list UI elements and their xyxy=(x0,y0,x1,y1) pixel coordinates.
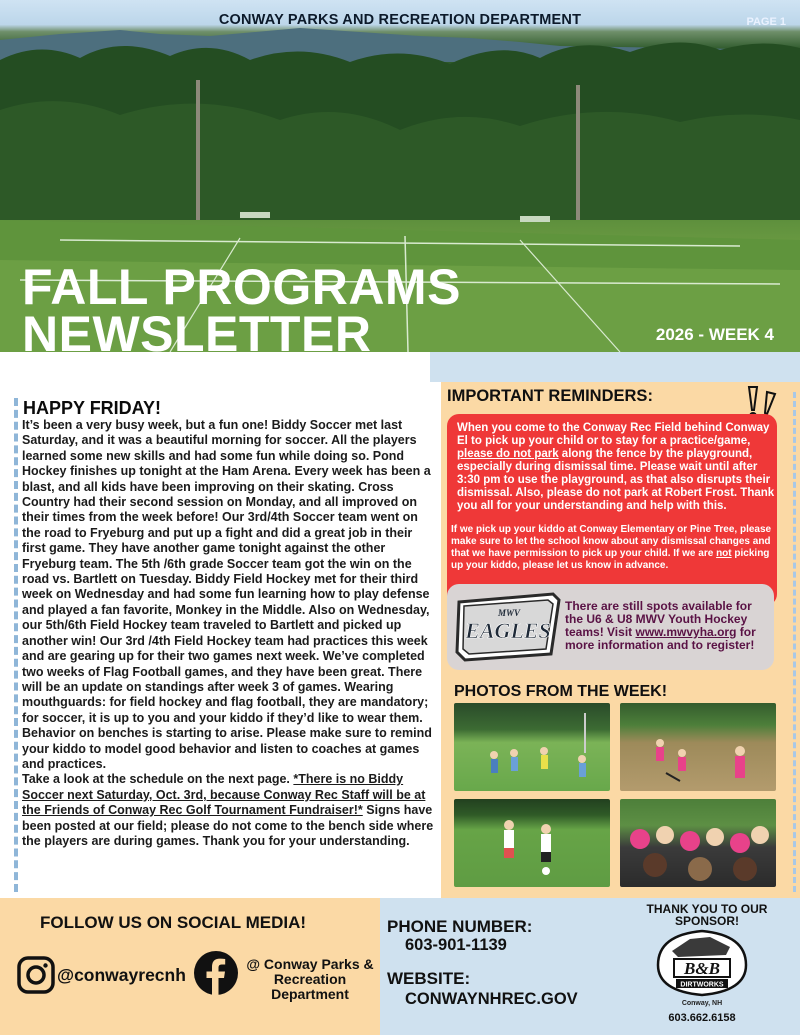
tree-line xyxy=(0,30,800,220)
reminders-title: IMPORTANT REMINDERS: xyxy=(447,387,653,405)
newsletter-title xyxy=(22,259,461,362)
title-line-1: FALL PROGRAMS xyxy=(22,259,461,315)
youth-hockey-promo xyxy=(447,584,774,670)
title-line-2: NEWSLETTER xyxy=(22,306,372,362)
mwv-eagles-logo xyxy=(455,592,563,662)
accent-strip xyxy=(430,352,800,382)
parking-alert-text: When you come to the Conway Rec Field behind Conway El to pick up your child or to stay for a practice/game, please do not park along the fence by the playground, especially during dismissal time. Please wait until after 3:30 pm to use the playground, as that also disrupts their dismissal. Also, please do not park at Robert Frost. Thank you all for your understanding and help with this. xyxy=(457,422,775,512)
biddy-soccer-notice: *There is no Biddy Soccer next Saturday, Oct. 3rd, because Conway Rec Staff will be at the Friends of Conway Rec Golf Tournament Fundraiser!* xyxy=(22,772,426,818)
sponsor-city: Conway, NH xyxy=(681,1000,723,1007)
bb-dirtworks-logo xyxy=(650,925,754,999)
mwvyha-link[interactable]: www.mwvyha.org xyxy=(635,625,737,639)
social-title: FOLLOW US ON SOCIAL MEDIA! xyxy=(40,913,307,932)
org-name: CONWAY PARKS AND RECREATION DEPARTMENT xyxy=(218,12,582,28)
sponsor-phone: 603.662.6158 xyxy=(668,1012,736,1024)
instagram-icon[interactable] xyxy=(16,955,56,995)
pickup-alert-text: If we pick up your kiddo at Conway Elementary or Pine Tree, please make sure to let the school know about any dismissal changes and that we have permission to pick up your child. If we are not picking up your kiddo, please let us know in advance. xyxy=(451,524,772,571)
week-label: 2026 - WEEK 4 xyxy=(655,325,774,344)
sponsor-title: THANK YOU TO OUR SPONSOR! xyxy=(646,902,768,928)
website-label: WEBSITE: xyxy=(387,969,471,988)
article-body xyxy=(22,418,436,849)
parking-alert xyxy=(447,414,777,606)
article-paragraph-2-lead: Take a look at the schedule on the next page. xyxy=(22,772,294,787)
photos-title: PHOTOS FROM THE WEEK! xyxy=(454,683,668,700)
facebook-icon[interactable] xyxy=(193,950,239,996)
hockey-promo-text: There are still spots available for the U6 & U8 MWV Youth Hockey teams! Visit www.mwvyha.org for more information and to register! xyxy=(565,599,756,652)
website-link[interactable]: CONWAYNHREC.GOV xyxy=(405,990,578,1008)
phone-label: PHONE NUMBER: xyxy=(387,917,533,936)
phone-number[interactable]: 603-901-1139 xyxy=(405,936,507,954)
photo-field-hockey xyxy=(620,703,776,791)
facebook-page-name[interactable]: @ Conway Parks & Recreation Department xyxy=(246,956,374,1002)
article-paragraph-2-tail: Signs have been posted at our field; please do not come to the bench side where the players are during games. Thank you for your understanding. xyxy=(22,803,434,848)
photo-biddy-soccer xyxy=(454,703,610,791)
instagram-handle[interactable]: @conwayrecnh xyxy=(57,965,186,985)
logo-dirtworks-text: DIRTWORKS xyxy=(680,981,724,989)
page-number: PAGE 1 xyxy=(746,16,786,28)
article-paragraph-1: It’s been a very busy week, but a fun one! Biddy Soccer met last Saturday, and it was a beautiful morning for soccer. All the players learned some new skills and had some fun while doing so. Pond Hockey finishes up tonight at the Ham Arena. Every week has been a blast, and all kids have been improving on their skating. Cross Country had their second session on Monday, and all improved on their times from the week before! Our 3rd/4th Soccer team went on the road to Fryeburg and put up a fight and did a great job in their first game. They have another game tonight against the other Fryeburg team. The 5th /6th grade Soccer team got the win on the road vs. Bartlett on Tuesday. Biddy Field Hockey met for their third week on Wednesday and had some fun learning how to play defense and played a fan favorite, Monkey in the Middle. Also on Wednesday, our 5th/6th Field Hockey team traveled to Bartlett and picked up another win! Our 3rd /4th Field Hockey team had practices this week and are gearing up for their two games next week. We’ve completed two weeks of Flag Football games, and they have been great. There will be an update on standings after week 3 of games. Wearing mouthguards: for field hockey and flag football, they are mandatory; for soccer, it is up to you and your kiddo if they’d like to wear them. Behavior on benches is starting to arise. Please make sure to remind your kiddo to model good behavior and listen to coaches at games and practices. xyxy=(22,418,432,771)
logo-bb-text: B&B xyxy=(684,959,720,978)
photo-soccer-game xyxy=(454,799,610,887)
main-article xyxy=(14,398,436,892)
reminders-panel xyxy=(441,382,800,898)
logo-eagles-text: EAGLES xyxy=(465,618,551,643)
logo-mwv-text: MWV xyxy=(497,608,521,618)
article-heading: HAPPY FRIDAY! xyxy=(23,398,162,418)
photo-team-huddle xyxy=(620,799,776,887)
